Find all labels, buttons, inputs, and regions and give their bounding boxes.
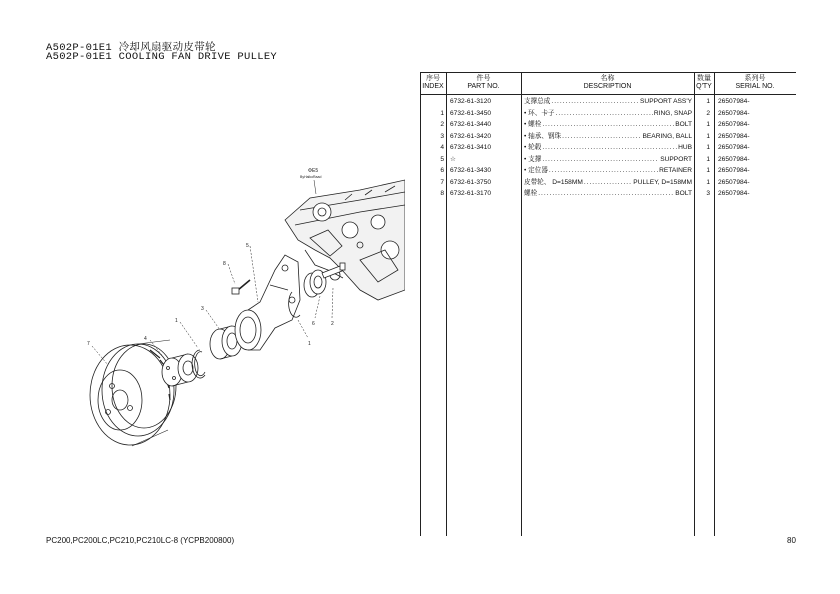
callout-2: 2 xyxy=(331,321,334,327)
cell-index: 3 xyxy=(440,132,444,140)
cell-index: 7 xyxy=(440,178,444,186)
cell-part-no: 6732-61-3430 xyxy=(450,167,492,174)
cell-index: 6 xyxy=(440,167,444,174)
desc-cn: • 定位器 xyxy=(524,167,548,174)
desc-en: BOLT xyxy=(675,190,692,197)
page-title-en: A502P-01E1 COOLING FAN DRIVE PULLEY xyxy=(46,51,278,63)
header-part-cn: 件号 xyxy=(476,75,491,82)
row-5 xyxy=(420,154,796,166)
cell-description xyxy=(524,142,692,154)
cell-description xyxy=(524,96,692,108)
header-part-en: PART NO. xyxy=(467,83,500,90)
cell-serial: 26507984- xyxy=(718,109,750,117)
desc-cn: • 支撑 xyxy=(524,155,542,163)
support-housing-part-5 xyxy=(235,255,300,350)
cell-part-no: ☆ xyxy=(450,155,456,163)
parts-table xyxy=(420,72,796,536)
footer-models: PC200,PC200LC,PC210,PC210LC-8 (YCPB200800) xyxy=(46,536,235,545)
cell-index: 2 xyxy=(440,121,444,128)
exploded-parts-drawing xyxy=(60,150,405,495)
cell-description xyxy=(524,119,692,131)
header-desc-en: DESCRIPTION xyxy=(583,83,632,90)
desc-en: RETAINER xyxy=(659,167,692,174)
cell-qty: 2 xyxy=(706,109,710,117)
cell-qty: 1 xyxy=(706,178,710,186)
row-1 xyxy=(420,108,796,120)
footer-page-number: 80 xyxy=(787,536,796,545)
cell-part-no: 6732-61-3410 xyxy=(450,144,492,151)
cell-serial: 26507984- xyxy=(718,98,750,105)
header-desc xyxy=(521,75,694,91)
callout-4: 4 xyxy=(144,336,147,342)
header-index xyxy=(420,75,446,91)
row-4 xyxy=(420,142,796,154)
desc-en: BEARING, BALL xyxy=(642,132,692,140)
callout-5: 5 xyxy=(246,243,249,249)
cell-serial: 26507984- xyxy=(718,178,750,186)
cell-description xyxy=(524,165,692,177)
header-qty-en: Q'TY xyxy=(696,83,712,90)
desc-cn: • 轴承、钢珠 xyxy=(524,132,562,140)
header-desc-cn: 名称 xyxy=(600,75,615,82)
header-serial-cn: 系列号 xyxy=(744,75,766,82)
bolt-part-8 xyxy=(232,280,250,294)
desc-cn: • 轮毂 xyxy=(524,144,542,151)
header-serial xyxy=(714,75,796,91)
bolt-part-2 xyxy=(322,263,345,278)
cell-part-no: 6732-61-3440 xyxy=(450,121,492,128)
engine-block-illustration xyxy=(285,180,405,300)
header-part xyxy=(446,75,521,91)
desc-en: PULLEY, D=158MM xyxy=(633,178,692,186)
cell-description xyxy=(524,177,692,189)
desc-en: BOLT xyxy=(675,121,692,128)
header-qty-cn: 数量 xyxy=(697,75,711,82)
desc-en: RING, SNAP xyxy=(653,109,692,117)
callout-6: 6 xyxy=(312,321,315,327)
cell-index: 4 xyxy=(440,144,444,151)
desc-en: SUPPORT xyxy=(660,155,692,163)
cell-part-no: 6732-61-3750 xyxy=(450,178,492,186)
cell-qty: 1 xyxy=(706,144,710,151)
desc-en: SUPPORT ASS'Y xyxy=(640,98,692,105)
desc-en: HUB xyxy=(678,144,692,151)
callout-7: 7 xyxy=(87,341,90,347)
drawing-ref-label: ΦE5 xyxy=(308,168,319,174)
cell-part-no: 6732-61-3120 xyxy=(450,98,492,105)
cell-serial: 26507984- xyxy=(718,121,750,128)
desc-cn: 皮带轮、 D=158MM xyxy=(524,178,583,186)
row-0 xyxy=(420,96,796,108)
cell-qty: 1 xyxy=(706,121,710,128)
cell-serial: 26507984- xyxy=(718,167,750,174)
header-serial-en: SERIAL NO. xyxy=(735,83,775,90)
cell-serial: 26507984- xyxy=(718,190,750,197)
desc-cn: • 环、卡子 xyxy=(524,109,555,117)
cell-part-no: 6732-61-3170 xyxy=(450,190,492,197)
cell-serial: 26507984- xyxy=(718,155,750,163)
cell-description xyxy=(524,108,692,120)
cell-qty: 1 xyxy=(706,98,710,105)
desc-cn: 螺栓 xyxy=(524,190,538,197)
cell-qty: 1 xyxy=(706,167,710,174)
callout-1b: 1 xyxy=(308,341,311,347)
cell-description xyxy=(524,154,692,166)
cell-serial: 26507984- xyxy=(718,132,750,140)
header-index-cn: 序号 xyxy=(426,75,440,82)
cell-index: 5 xyxy=(440,155,444,163)
row-3 xyxy=(420,131,796,143)
row-2 xyxy=(420,119,796,131)
cell-part-no: 6732-61-3450 xyxy=(450,109,492,117)
cell-part-no: 6732-61-3420 xyxy=(450,132,492,140)
cell-description xyxy=(524,131,692,143)
cell-index: 8 xyxy=(440,190,444,197)
row-8 xyxy=(420,188,796,200)
header-index-en: INDEX xyxy=(422,83,444,90)
cell-qty: 1 xyxy=(706,155,710,163)
drawing-ref-sublabel: ByHaikoRaad xyxy=(300,175,322,179)
callout-3: 3 xyxy=(201,306,204,312)
cell-qty: 1 xyxy=(706,132,710,140)
cell-index: 1 xyxy=(440,109,444,117)
callout-1: 1 xyxy=(175,318,178,324)
table-top-rule xyxy=(420,72,796,73)
cell-qty: 3 xyxy=(706,190,710,197)
table-header-rule xyxy=(420,94,796,95)
cell-serial: 26507984- xyxy=(718,144,750,151)
cell-description xyxy=(524,188,692,200)
row-6 xyxy=(420,165,796,177)
desc-cn: 支撑总成 xyxy=(524,98,551,105)
row-7 xyxy=(420,177,796,189)
callout-8: 8 xyxy=(223,261,226,267)
header-qty xyxy=(694,75,714,91)
page-title-cn: A502P-01E1 冷却风扇驱动皮带轮 xyxy=(46,42,216,54)
desc-cn: • 螺栓 xyxy=(524,121,542,128)
pulley-part-7 xyxy=(90,340,176,446)
